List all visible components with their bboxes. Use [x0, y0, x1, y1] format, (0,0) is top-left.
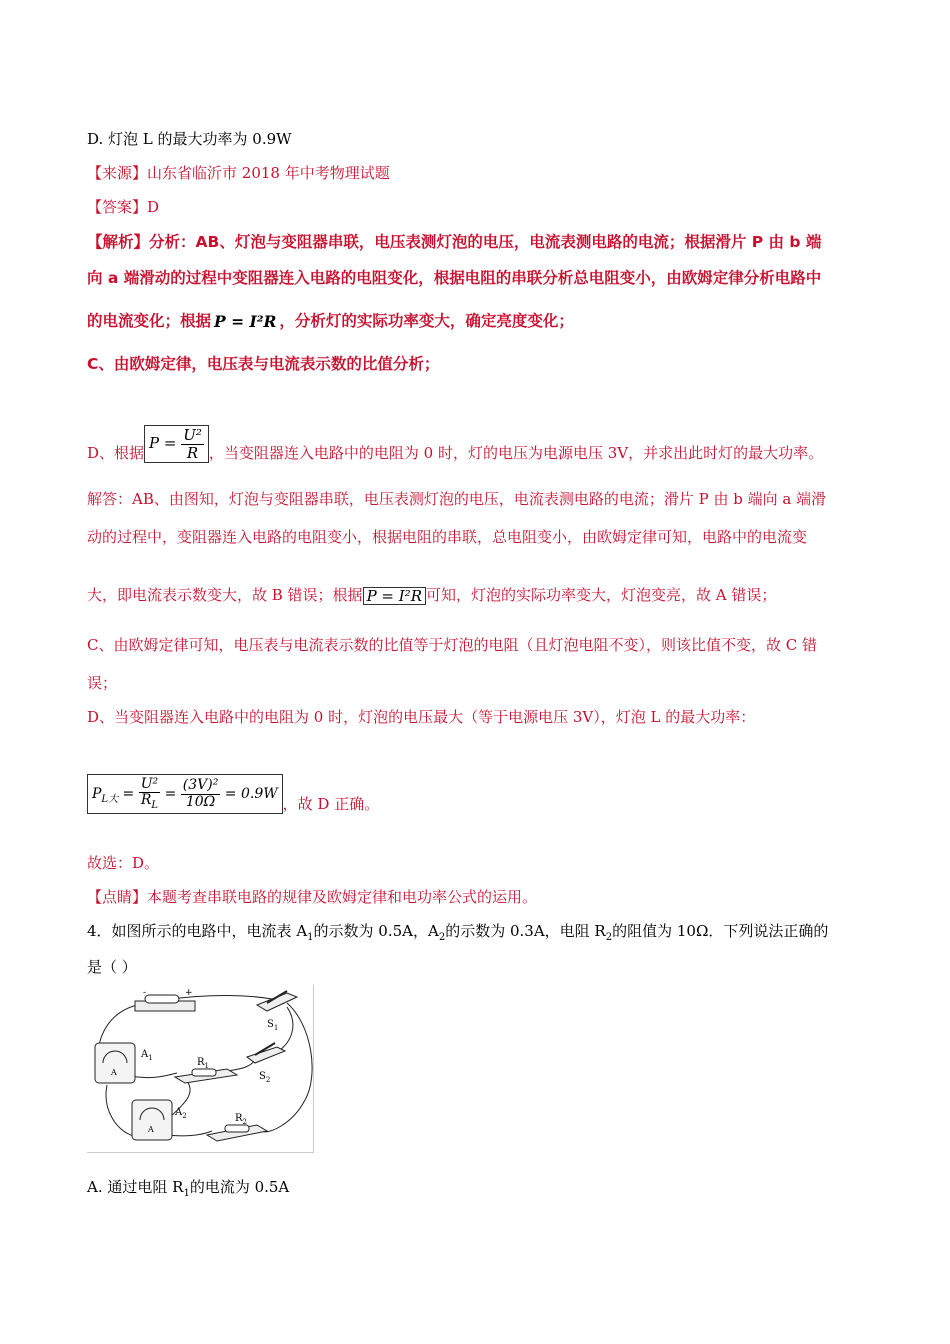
option-text: 的电流为 0.5A: [189, 1178, 290, 1196]
comment-line: 【点睛】本题考查串联电路的规律及欧姆定律和电功率公式的运用。: [87, 888, 538, 906]
solution-line-6: D、当变阻器连入电路中的电阻为 0 时，灯泡的电压最大（等于电源电压 3V），灯泡 L 的最大功率：: [87, 708, 756, 726]
denominator-r-sub: L: [151, 800, 158, 812]
fraction-denominator: R: [186, 443, 199, 462]
formula-result: = 0.9W: [220, 786, 278, 803]
circuit-figure: [87, 985, 314, 1153]
circuit-diagram: [87, 985, 313, 1152]
switch-s1-label: $S_1$: [267, 1019, 279, 1032]
formula-p-sub: L大: [101, 793, 119, 805]
formula-eq: =: [118, 786, 139, 803]
analysis-text: 分析：AB、灯泡与变阻器串联，电压表测灯泡的电压，电流表测电路的电流；根据滑片 P 由 b 端: [149, 233, 822, 251]
formula-eq: =: [160, 786, 181, 803]
analysis-line-5: [87, 425, 823, 463]
denominator-r: R: [140, 792, 152, 809]
formula-p-i2r: P = I²R: [214, 311, 277, 331]
analysis-label: 【解析】: [87, 233, 150, 251]
switch-s1-base: [257, 993, 297, 1011]
analysis-text: ，分析灯的实际功率变大，确定亮度变化；: [279, 312, 574, 330]
analysis-text: D、根据: [87, 444, 145, 462]
q-sub: 2: [605, 932, 613, 943]
option-d: D. 灯泡 L 的最大功率为 0.9W: [87, 130, 292, 148]
solution-line-1: 解答：AB、由图知，灯泡与变阻器串联，电压表测灯泡的电压，电流表测电路的电流；滑片 P 由 b 端向 a 端滑: [87, 490, 827, 508]
solution-line-7: [87, 774, 379, 814]
solution-text: 大，即电流表示数变大，故 B 错误；根据: [87, 586, 363, 604]
analysis-line-4: C、由欧姆定律，电压表与电流表示数的比值分析；: [87, 355, 440, 373]
answer-line: 【答案】D: [87, 198, 160, 216]
q-text: 的示数为 0.5A，A: [313, 922, 439, 940]
ammeter-a2-label: $A_2$: [175, 1107, 187, 1120]
ammeter-a1: [95, 1043, 135, 1083]
q-text: 的示数为 0.3A，电阻 R: [445, 922, 606, 940]
ammeter-a1-label: $A_1$: [141, 1049, 153, 1062]
formula-max-power: [87, 774, 283, 814]
source-line: 【来源】山东省临沂市 2018 年中考物理试题: [87, 164, 390, 182]
formula-fraction-1: [139, 777, 160, 811]
resistor-r1-label: $R_1$: [197, 1057, 209, 1070]
option-sub: 1: [183, 1188, 190, 1199]
resistor-r1: [192, 1069, 216, 1076]
analysis-line-2: 向 a 端滑动的过程中变阻器连入电路的电阻变化，根据电阻的串联分析总电阻变小，由欧姆定律分析电路中: [87, 269, 822, 287]
switch-s2-label: $S_2$: [259, 1071, 271, 1084]
ammeter-a1-face: A: [111, 1068, 117, 1077]
option-text: A. 通过电阻 R: [87, 1178, 184, 1196]
formula-p-i2r-box: P = I²R: [363, 587, 426, 606]
choice-line: 故选：D。: [87, 854, 160, 872]
battery-icon: [145, 995, 179, 1003]
analysis-line-3: [87, 309, 574, 331]
solution-line-2: 动的过程中，变阻器连入电路的电阻变小，根据电阻的串联，总电阻变小，由欧姆定律可知，电路中的电流变: [87, 528, 808, 546]
resistor-r2-label: $R_2$: [235, 1113, 247, 1126]
ammeter-a2-face: A: [148, 1125, 154, 1134]
solution-line-5: 误；: [87, 674, 118, 692]
solution-line-3: [87, 584, 776, 605]
q-sub: 2: [438, 932, 446, 943]
question-4-line-2: 是（ ）: [87, 958, 137, 976]
fraction-denominator: [139, 793, 160, 811]
battery-minus: -: [143, 988, 147, 998]
solution-line-4: C、由欧姆定律可知，电压表与电流表示数的比值等于灯泡的电阻（且灯泡电阻不变），则该比值不变，故 C 错: [87, 636, 817, 654]
fraction-numerator: U²: [140, 776, 159, 792]
q-text: 的阻值为 10Ω．下列说法正确的: [612, 922, 829, 940]
analysis-text: ，当变阻器连入电路中的电阻为 0 时，灯的电压为电源电压 3V，并求出此时灯的最大功率。: [208, 444, 824, 462]
fraction-denominator: 10Ω: [185, 793, 216, 810]
fraction-numerator: (3V)²: [182, 777, 219, 794]
question-4-line-1: [87, 920, 828, 943]
solution-text: 可知，灯泡的实际功率变大，灯泡变亮，故 A 错误；: [426, 586, 777, 604]
q-sub: 1: [307, 932, 314, 943]
fraction-numerator: U²: [183, 426, 202, 444]
formula-p: P: [92, 786, 102, 803]
formula-fraction-2: [181, 778, 221, 810]
q-text: 4．如图所示的电路中，电流表 A: [87, 922, 308, 940]
battery-plus: +: [185, 988, 193, 998]
formula-p-u2r: [144, 425, 209, 463]
formula-left: P =: [149, 434, 177, 452]
analysis-text: 的电流变化；根据: [87, 312, 212, 330]
solution-text: ，故 D 正确。: [282, 795, 380, 814]
wire: [167, 1131, 212, 1136]
ammeter-a2: [132, 1100, 172, 1140]
formula-fraction: [181, 427, 204, 461]
analysis-line-1: [87, 230, 821, 252]
option-a: [87, 1176, 289, 1199]
resistor-r2: [225, 1125, 249, 1132]
